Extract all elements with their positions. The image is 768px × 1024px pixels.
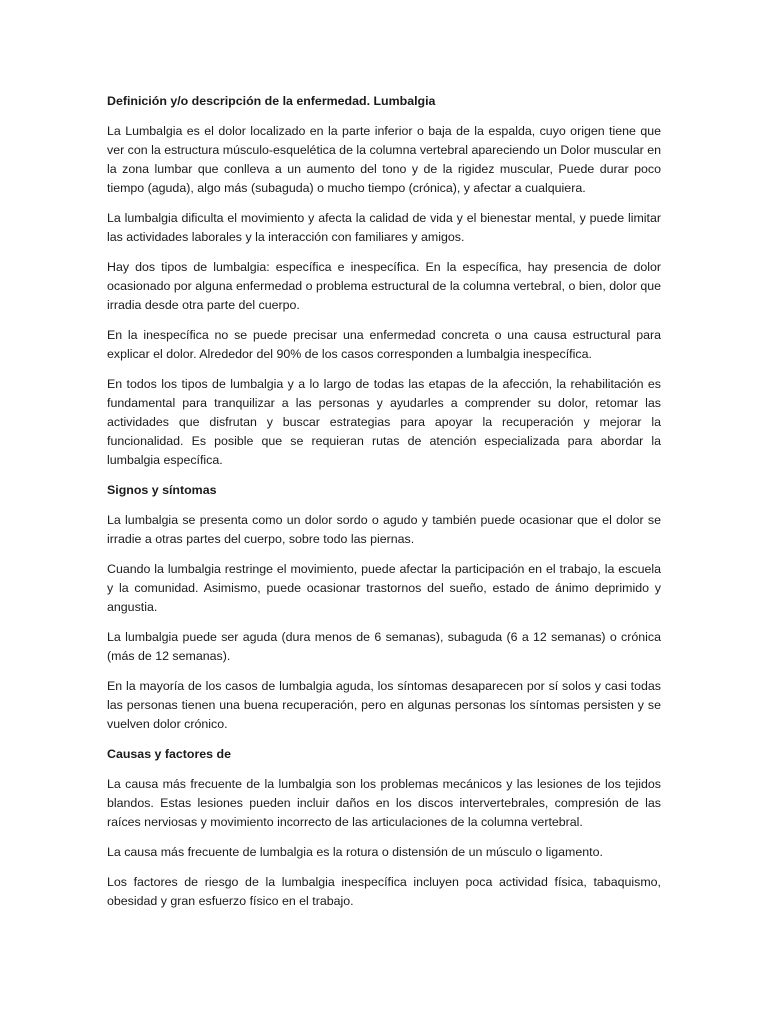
paragraph: Cuando la lumbalgia restringe el movimiento, puede afectar la participación en el trabajo, la escuela y la comunidad. Asimismo, puede ocasionar trastornos del sueño, estado de ánimo deprimido y angustia. [107,562,661,614]
paragraph: La Lumbalgia es el dolor localizado en la parte inferior o baja de la espalda, cuyo origen tiene que ver con la estructura músculo-esquelética de la columna vertebral apareciendo un Dolor muscular en la zona lumbar que conlleva a un aumento del tono y de la rigidez muscular, Puede durar poco tiempo (aguda), algo más (subaguda) o mucho tiempo (crónica), y afectar a cualquiera. [107,124,661,195]
paragraph: La causa más frecuente de la lumbalgia son los problemas mecánicos y las lesiones de los tejidos blandos. Estas lesiones pueden incluir daños en los discos intervertebrales, compresión de las raíces nerviosas y movimiento incorrecto de las articulaciones de la columna vertebral. [107,777,661,829]
paragraph: En todos los tipos de lumbalgia y a lo largo de todas las etapas de la afección, la rehabilitación es fundamental para tranquilizar a las personas y ayudarles a comprender su dolor, retomar las actividades que disfrutan y buscar estrategias para apoyar la recuperación y mejorar la funcionalidad. Es posible que se requieran rutas de atención especializada para abordar la lumbalgia específica. [107,377,661,467]
paragraph: En la inespecífica no se puede precisar una enfermedad concreta o una causa estructural para explicar el dolor. Alrededor del 90% de los casos corresponden a lumbalgia inespecífica. [107,328,661,361]
paragraph: Los factores de riesgo de la lumbalgia inespecífica incluyen poca actividad física, tabaquismo, obesidad y gran esfuerzo físico en el trabajo. [107,875,661,908]
paragraph: La lumbalgia puede ser aguda (dura menos de 6 semanas), subaguda (6 a 12 semanas) o crónica (más de 12 semanas). [107,630,661,663]
section-heading-definition: Definición y/o descripción de la enfermedad. Lumbalgia [107,94,436,108]
document-page [107,92,661,922]
paragraph: Hay dos tipos de lumbalgia: específica e inespecífica. En la específica, hay presencia de dolor ocasionado por alguna enfermedad o problema estructural de la columna vertebral, o bien, dolor que irradia desde otra parte del cuerpo. [107,260,661,312]
paragraph: La lumbalgia se presenta como un dolor sordo o agudo y también puede ocasionar que el dolor se irradie a otras partes del cuerpo, sobre todo las piernas. [107,513,661,546]
paragraph: La causa más frecuente de lumbalgia es la rotura o distensión de un músculo o ligamento. [107,845,603,859]
paragraph: En la mayoría de los casos de lumbalgia aguda, los síntomas desaparecen por sí solos y casi todas las personas tienen una buena recuperación, pero en algunas personas los síntomas persisten y se vuelven dolor crónico. [107,679,661,731]
paragraph: La lumbalgia dificulta el movimiento y afecta la calidad de vida y el bienestar mental, y puede limitar las actividades laborales y la interacción con familiares y amigos. [107,211,661,244]
section-heading-signs: Signos y síntomas [107,483,217,497]
section-heading-causes: Causas y factores de [107,747,231,761]
